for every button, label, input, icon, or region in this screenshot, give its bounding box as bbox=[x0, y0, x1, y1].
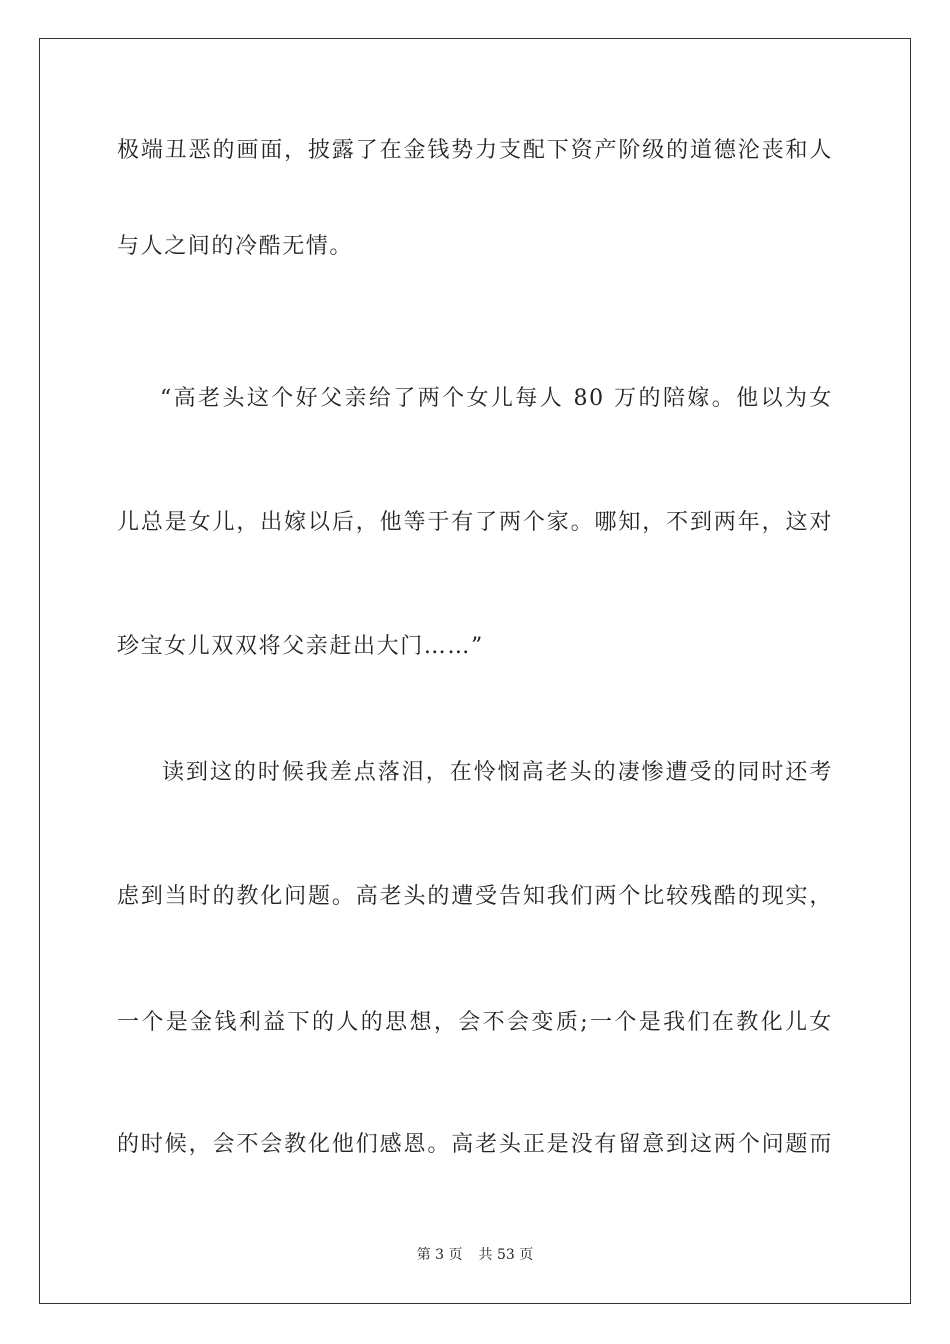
body-line-5: 珍宝女儿双双将父亲赶出大门……” bbox=[117, 634, 484, 659]
body-line-7: 虑到当时的教化问题。高老头的遭受告知我们两个比较残酷的现实， bbox=[117, 884, 833, 909]
page-number: 第 3 页 bbox=[416, 1247, 463, 1263]
body-line-6: 读到这的时候我差点落泪，在怜悯高老头的凄惨遭受的同时还考 bbox=[162, 760, 833, 785]
body-line-1: 极端丑恶的画面，披露了在金钱势力支配下资产阶级的道德沦丧和人 bbox=[117, 138, 833, 163]
body-line-8: 一个是金钱利益下的人的思想，会不会变质;一个是我们在教化儿女 bbox=[117, 1010, 833, 1035]
page-total: 共 53 页 bbox=[478, 1247, 534, 1263]
page-footer bbox=[0, 1246, 950, 1264]
body-line-9: 的时候，会不会教化他们感恩。高老头正是没有留意到这两个问题而 bbox=[117, 1132, 833, 1157]
body-line-3: “高老头这个好父亲给了两个女儿每人 80 万的陪嫁。他以为女 bbox=[160, 386, 833, 411]
body-line-4: 儿总是女儿，出嫁以后，他等于有了两个家。哪知，不到两年，这对 bbox=[117, 510, 833, 535]
body-line-2: 与人之间的冷酷无情。 bbox=[117, 234, 354, 259]
page-border bbox=[39, 38, 911, 1304]
